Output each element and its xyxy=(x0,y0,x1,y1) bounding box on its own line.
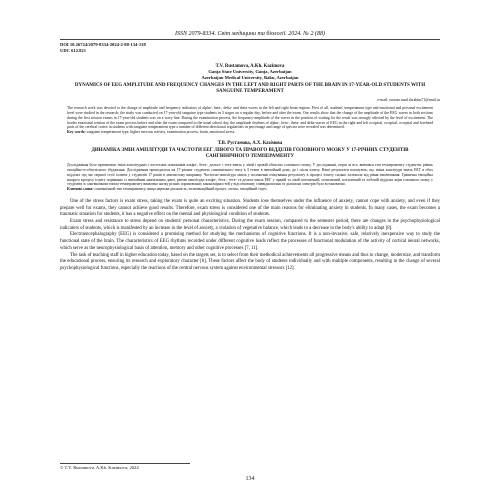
ua-authors: Т.В. Рустамова, А.Х. Казімова xyxy=(217,141,283,146)
identifiers xyxy=(60,42,440,54)
ua-keywords-label: Ключові слова: xyxy=(67,187,94,192)
body-paragraph: One of the stress factors is exam stress, taking the exam is quite an exciting situation. Students lose themselves under the influence of anxiety, cannot cope with anxiety, and even if they prepare well for exams, they cannot achieve good results. Therefore, exam stress is considered one of the main reasons for eliminating anxiety in students. In many cases, the exam becomes a traumatic situation for students, it has a negative effect on the mental and physiological condition of students. xyxy=(60,198,440,218)
body-paragraph: Electroencephalography (EEG) is considered a promising method for studying the mechanisms of cognitive functions. It is a non-invasive, safe, relatively inexpensive way to study the functional state of the brain. The characteristics of EEG rhythms recorded under different cognitive loads reflect the processes of functional modulation of the activity of cortical neural networks, which serve as the neurophysiological basis of attention, memory and other cognitive processes [7, 11]. xyxy=(60,232,440,251)
body-text xyxy=(60,199,440,273)
ua-keywords: сангвінічний тип темпераменту, вища нервова діяльність, екзаменаційний процес, мозок, емоційний стрес. xyxy=(94,187,268,192)
ua-block xyxy=(60,141,440,192)
ua-abstract-text: Дослідження було присвячено зміні амплітудних і частотних показників альфа-, бета-, дельта- і тета-хвиль у лівій і правій областях головного мозку. У дослідженні, перш за все, вивчався тип темпераменту студентів, рівень емоційно-особистісного збудження. Дослідження проводилося на 17-річних студентах сангвінічного типу в 3 етапи в звичайний день, до і після іспиту. Наші результати показують, що зміна амплітуди хвиль ЕЕГ в обох відділах під час першої сесії іспитів у студентів 17 років в хвилястому напрямку. Частотно-амплітуда хвиль у положенні очікування результату в процесі іспиту сильно залежала від рівня хвилювання. Гранична емоційна напруга процесу іспиту порівняно із звичайним навчальним днем, ритми амплітуди альфа-, бета-, тета- та дельта-хвиль ЕЕГ у правій та лівій потиличній, потиличній, потиличній та лобовій відділах кори головного мозку у студентів зі сангвінічним типом темпераменту виявлено низку різних спрямованих закономірностей у відсотковому співвідношенні та діапазоні спектрів було встановлено. xyxy=(67,163,433,187)
en-abstract xyxy=(67,106,433,135)
journal-header: ISSN 2079-8334. Світ медицини та біології. 2024. № 2 (88) xyxy=(175,31,325,37)
body-paragraph: The task of teaching staff in higher education today, based on the targets set, is to select from their methodical achievements all progressive means and thus to change, modernize, and transform the educational process, ensuring its research and exploratory character [6]. These factors affect the body of students individually and with multiple components, resulting in the change of several psychophysiological functions, especially the reactions of the central nervous system against environmental stressors [12]. xyxy=(60,252,440,271)
affiliation-2: Azerbaijan Medical University, Baku, Azerbaijan xyxy=(201,74,299,80)
copyright: © T.V. Rustamova, A.Kh. Kazimova, 2024 xyxy=(60,465,139,470)
body-paragraph: Exam stress and resistance to stress depend on students' personal characteristics. During the exam session, compared to the semester period, there are changes in the psychophysiological indicators of students, which is manifested by an increase in the level of anxiety, a violation of vegetative balance, which leads to a decrease in the body's ability to adapt [8]. xyxy=(60,219,440,231)
footer-rule xyxy=(60,463,190,464)
en-keywords-label: Key words: xyxy=(67,130,86,135)
doi: DOI 10.26724/2079-8334-2024-2-88-134-138 xyxy=(60,42,146,47)
en-abstract-text: The research work was devoted to the change of amplitude and frequency indicators of alpha-, beta-, delta- and theta waves in the left and right brain regions. First of all, students' temperament type and emotional and personal excitement level were studied in the research; the study was conducted on 17-year-old sanguine type students in 3 stages on a regular day, before and after the exam. Our results show that the change of the amplitude of the EEG waves in both sections during the first session exams in 17-year-old students was on a wavy line. During the examination process, the frequency-amplitude of the waves in the position of waiting for the result was strongly affected by the level of excitement. The border emotional tension of the exam process before and after the exam compared to the usual school day, the amplitude rhythms of alpha-, beta-, theta- and delta-waves of EEG in the right and left occipital, occipital, occipital and forehead parts of the cerebral cortex in students with sanguine temperament type a number of different directional regularities in percentage and range of spectra were revealed was determined. xyxy=(67,106,433,130)
en-title: DYNAMICS OF EEG AMPLITUDE AND FREQUENCY CHANGES IN THE LEFT AND RIGHT PARTS OF THE BRAIN IN 17-YEAR-OLD STUDENTS WITH SANGUINE TEMPERAMENT xyxy=(74,83,426,95)
page-number: 134 xyxy=(245,476,255,482)
en-authors-block xyxy=(60,64,440,80)
author-email: e-mail: rustam.rasul.ibrahim71@mail.ru xyxy=(377,98,440,103)
en-authors: T.V. Rustamova, A.Kh. Kazimova xyxy=(215,64,285,69)
header-rule xyxy=(60,39,440,40)
affiliation-1: Ganja State University, Ganja, Azerbaijan xyxy=(208,69,292,75)
udc: UDC 612.821 xyxy=(60,48,87,53)
ua-title: ДИНАМІКА ЗМІН АМПЛІТУДИ ТА ЧАСТОТИ ЕЕГ ЛІВОГО ТА ПРАВОГО ВІДДІЛІВ ГОЛОВНОГО МОЗКУ У 17-РІЧНИХ СТУДЕНТІВ САНГВІНІЧНОГО ТЕМПЕРАМЕНТУ xyxy=(91,148,409,159)
ua-abstract xyxy=(67,163,433,192)
en-keywords: sanguine temperament type, higher nervous activity, examination process, brain, emotional stress. xyxy=(86,130,236,135)
